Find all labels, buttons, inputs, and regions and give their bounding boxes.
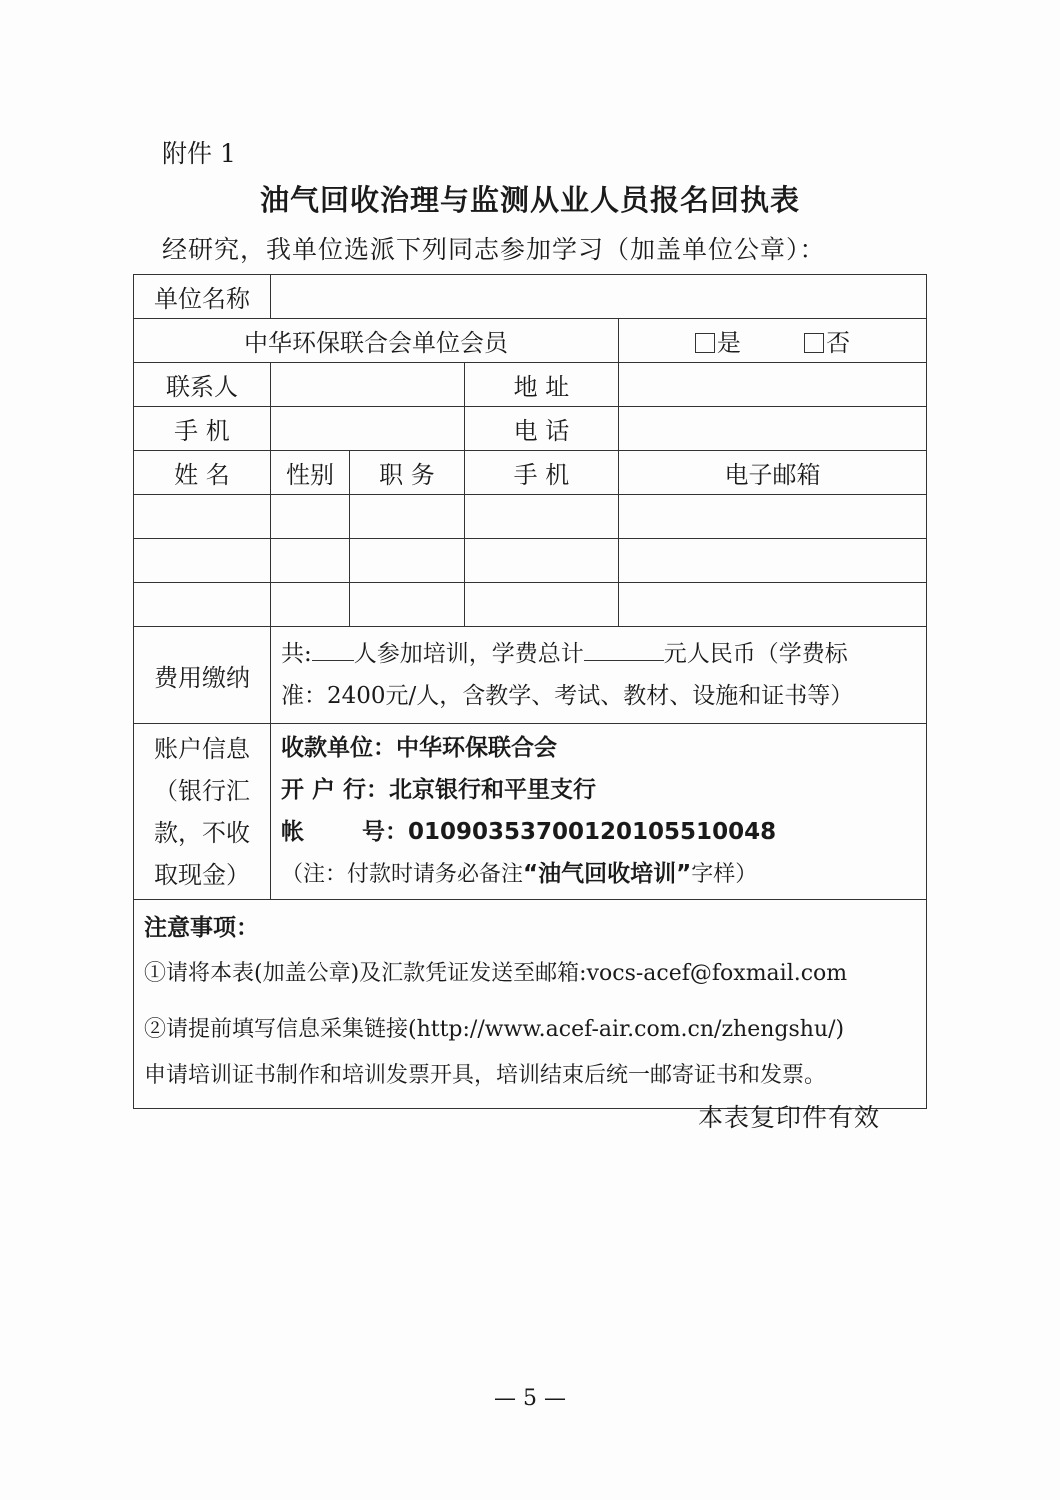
fee-text-4: 准：2400元/人，含教学、考试、教材、设施和证书等） bbox=[281, 683, 854, 709]
note-2: ②请提前填写信息采集链接(http://www.acef-air.com.cn/zhengshu/) bbox=[144, 1017, 845, 1042]
fee-text-2: 人参加培训，学费总计 bbox=[353, 641, 584, 667]
address-label: 地 址 bbox=[465, 363, 619, 407]
mobile-label: 手 机 bbox=[134, 407, 271, 451]
fee-text-3: 元人民币（学费标 bbox=[663, 641, 848, 667]
notes-title: 注意事项： bbox=[144, 915, 259, 941]
account-label-line: 款，不收 bbox=[154, 818, 250, 847]
bank: 开 户 行：北京银行和平里支行 bbox=[281, 777, 597, 803]
attendee-row bbox=[134, 539, 927, 583]
attachment-label: 附件 1 bbox=[162, 139, 236, 168]
payment-note-3: 字样） bbox=[691, 862, 758, 887]
no-label: 否 bbox=[826, 329, 851, 357]
phone-field[interactable] bbox=[619, 407, 927, 451]
fee-label: 费用缴纳 bbox=[134, 627, 271, 724]
header-email: 电子邮箱 bbox=[619, 451, 927, 495]
attendee-email-field[interactable] bbox=[619, 583, 927, 627]
page-number: — 5 — bbox=[494, 1386, 566, 1411]
account-number bbox=[281, 811, 916, 853]
attendee-row bbox=[134, 583, 927, 627]
attendee-gender-field[interactable] bbox=[271, 539, 350, 583]
payment-note-1: （注：付款时请务必备注 bbox=[281, 862, 524, 887]
page-title: 油气回收治理与监测从业人员报名回执表 bbox=[259, 183, 800, 217]
attendee-name-field[interactable] bbox=[134, 539, 271, 583]
yes-label: 是 bbox=[716, 329, 741, 357]
copy-valid-note: 本表复印件有效 bbox=[698, 1103, 881, 1132]
attendee-email-field[interactable] bbox=[619, 539, 927, 583]
account-label-line: （银行汇 bbox=[154, 776, 250, 805]
attendee-gender-field[interactable] bbox=[271, 495, 350, 539]
fee-row bbox=[134, 627, 927, 724]
header-position: 职 务 bbox=[350, 451, 465, 495]
yes-checkbox[interactable] bbox=[695, 333, 715, 353]
attendee-row bbox=[134, 495, 927, 539]
attendee-gender-field[interactable] bbox=[271, 583, 350, 627]
attendee-count-blank[interactable] bbox=[312, 640, 354, 661]
attendee-position-field[interactable] bbox=[350, 583, 465, 627]
mobile-row bbox=[134, 407, 927, 451]
contact-label: 联系人 bbox=[134, 363, 271, 407]
header-mobile: 手 机 bbox=[465, 451, 619, 495]
attendee-mobile-field[interactable] bbox=[465, 495, 619, 539]
account-label-line: 取现金） bbox=[154, 860, 250, 889]
payment-note bbox=[281, 853, 916, 896]
org-name-label: 单位名称 bbox=[134, 275, 271, 319]
header-gender: 性别 bbox=[271, 451, 350, 495]
attendee-mobile-field[interactable] bbox=[465, 539, 619, 583]
member-options bbox=[619, 319, 927, 363]
attendee-name-field[interactable] bbox=[134, 583, 271, 627]
notes-row bbox=[134, 900, 927, 1109]
header-name: 姓 名 bbox=[134, 451, 271, 495]
mobile-field[interactable] bbox=[271, 407, 465, 451]
attendee-header-row bbox=[134, 451, 927, 495]
org-name-field[interactable] bbox=[271, 275, 927, 319]
payee: 收款单位：中华环保联合会 bbox=[281, 735, 557, 761]
phone-label: 电 话 bbox=[465, 407, 619, 451]
member-row bbox=[134, 319, 927, 363]
intro-text: 经研究，我单位选派下列同志参加学习（加盖单位公章）： bbox=[162, 235, 826, 264]
address-field[interactable] bbox=[619, 363, 927, 407]
no-checkbox[interactable] bbox=[804, 333, 824, 353]
registration-form bbox=[133, 274, 927, 1109]
account-no-label: 帐 bbox=[281, 819, 304, 845]
attendee-name-field[interactable] bbox=[134, 495, 271, 539]
attendee-email-field[interactable] bbox=[619, 495, 927, 539]
note-3: 申请培训证书制作和培训发票开具，培训结束后统一邮寄证书和发票。 bbox=[144, 1063, 827, 1088]
account-row bbox=[134, 724, 927, 900]
member-label: 中华环保联合会单位会员 bbox=[134, 319, 619, 363]
note-1: ①请将本表(加盖公章)及汇款凭证发送至邮箱:vocs-acef@foxmail.com bbox=[144, 961, 848, 986]
fee-text-1: 共: bbox=[281, 641, 312, 667]
attendee-mobile-field[interactable] bbox=[465, 583, 619, 627]
account-no-value: 号：01090353700120105510048 bbox=[362, 819, 777, 845]
contact-field[interactable] bbox=[271, 363, 465, 407]
attendee-position-field[interactable] bbox=[350, 495, 465, 539]
payment-note-2: “油气回收培训” bbox=[523, 861, 692, 887]
account-label bbox=[134, 724, 271, 900]
account-label-line: 账户信息 bbox=[154, 734, 250, 763]
contact-row bbox=[134, 363, 927, 407]
notes-cell bbox=[134, 900, 927, 1109]
fee-body bbox=[271, 627, 927, 724]
total-fee-blank[interactable] bbox=[584, 640, 664, 661]
org-row bbox=[134, 275, 927, 319]
attendee-position-field[interactable] bbox=[350, 539, 465, 583]
account-body bbox=[271, 724, 927, 900]
